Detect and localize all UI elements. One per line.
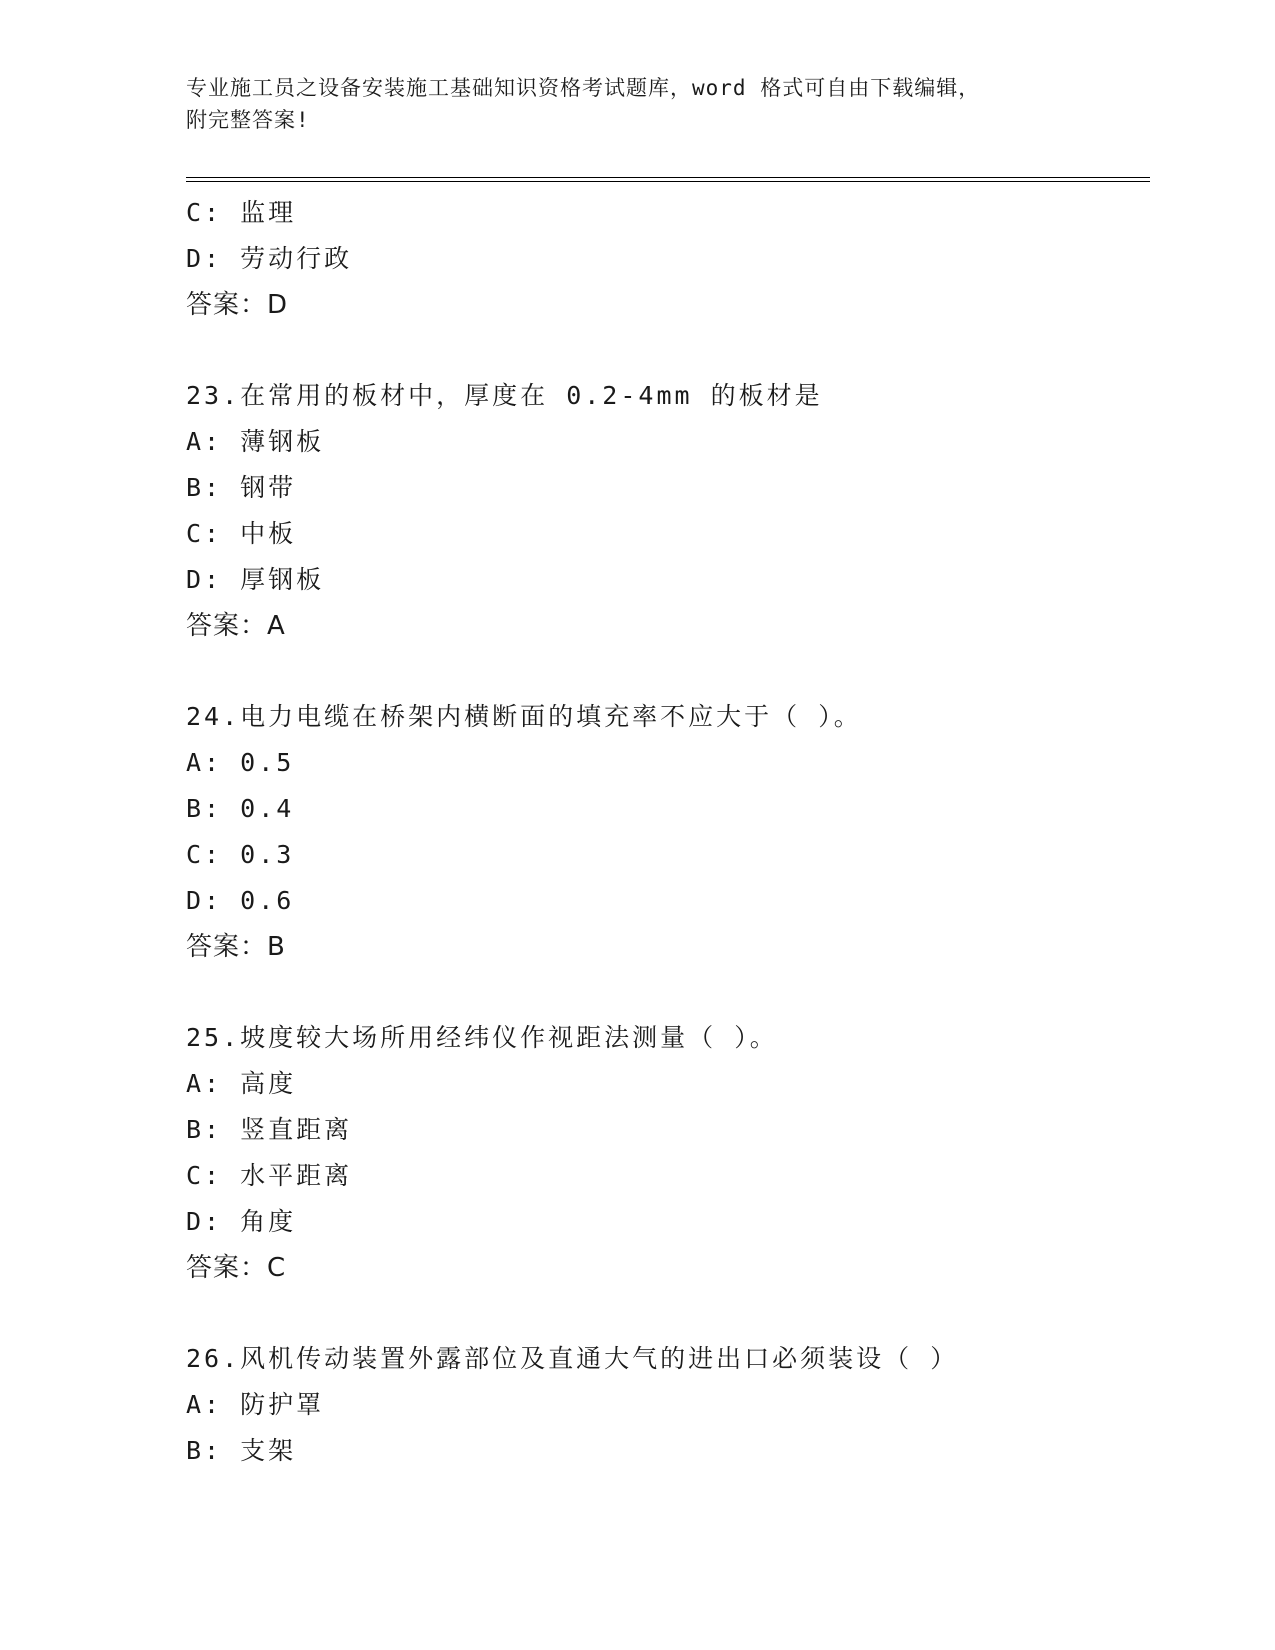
header-rule-top [186,177,1150,178]
question-gap [186,649,1146,694]
option-a: A: 0.5 [186,748,295,777]
question-stem: 23.在常用的板材中，厚度在 0.2-4mm 的板材是 [186,381,823,410]
question-gap [186,328,1146,373]
option-b: B: 竖直距离 [186,1115,353,1144]
document-header [186,72,1066,136]
question-stem: 25.坡度较大场所用经纬仪作视距法测量（ ）。 [186,1023,778,1052]
question-gap [186,970,1146,1015]
question-list [186,190,1146,1474]
answer-line: 答案：C [186,1253,287,1283]
option-a: A: 高度 [186,1069,297,1098]
question-stem: 24.电力电缆在桥架内横断面的填充率不应大于（ ）。 [186,702,862,731]
question-gap [186,1291,1146,1336]
answer-line: 答案：A [186,611,286,641]
header-line-2: 附完整答案! [186,108,310,132]
option-c: C: 0.3 [186,840,295,869]
option-a: A: 薄钢板 [186,427,325,456]
option-d: D: 劳动行政 [186,244,353,273]
answer-line: 答案：D [186,290,289,320]
answer-line: 答案：B [186,932,286,962]
question-stem: 26.风机传动装置外露部位及直通大气的进出口必须装设（ ） [186,1344,959,1373]
option-b: B: 钢带 [186,473,297,502]
option-d: D: 厚钢板 [186,565,325,594]
header-rule-bottom [186,181,1150,182]
option-c: C: 中板 [186,519,297,548]
header-line-1: 专业施工员之设备安装施工基础知识资格考试题库，word 格式可自由下载编辑， [186,76,981,100]
option-b: B: 0.4 [186,794,295,823]
option-d: D: 0.6 [186,886,295,915]
option-b: B: 支架 [186,1436,297,1465]
option-a: A: 防护罩 [186,1390,325,1419]
option-c: C: 监理 [186,198,297,227]
option-d: D: 角度 [186,1207,297,1236]
option-c: C: 水平距离 [186,1161,353,1190]
